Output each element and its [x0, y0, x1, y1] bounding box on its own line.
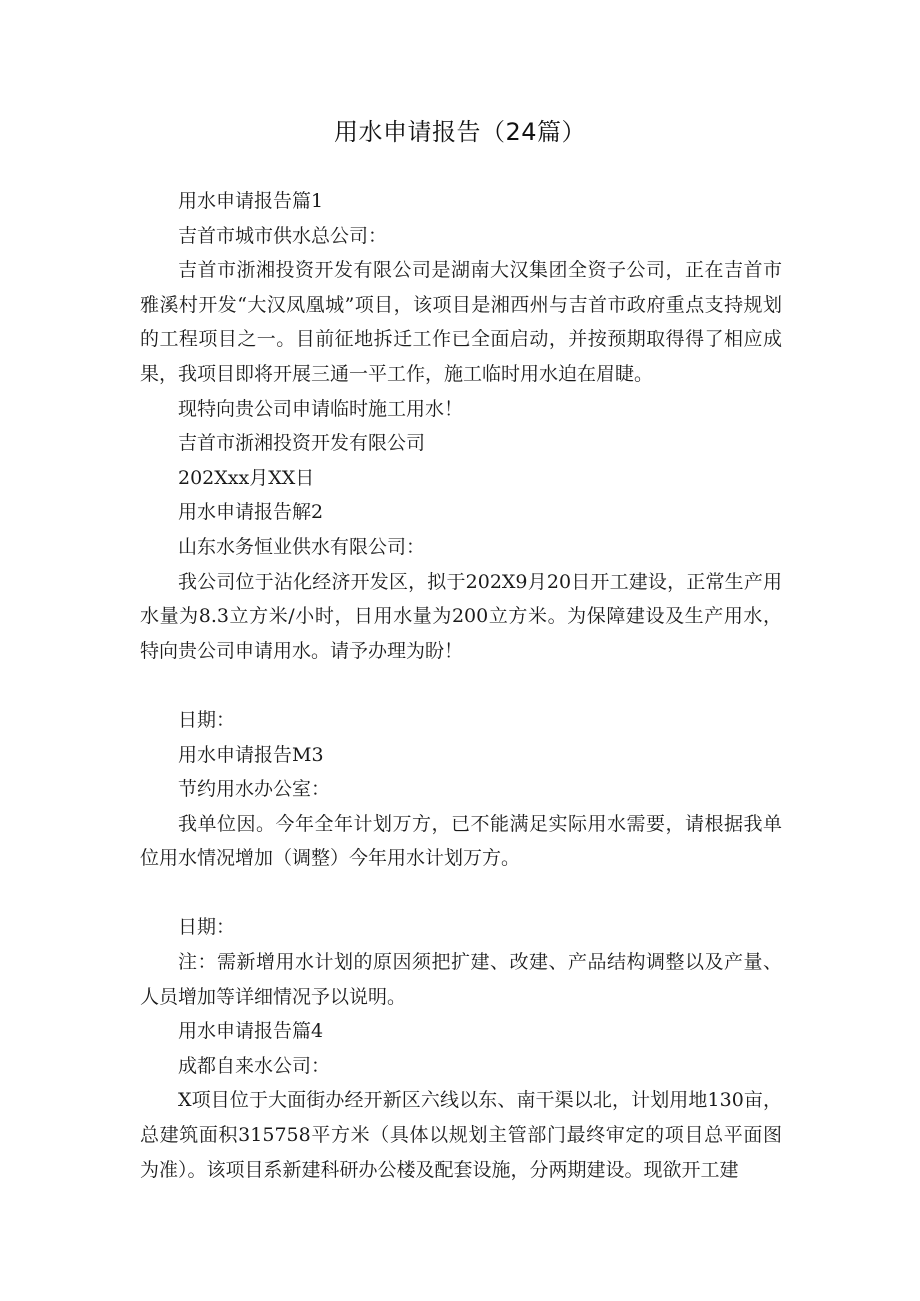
body-paragraph-4: 我单位因。今年全年计划万方，已不能满足实际用水需要，请根据我单位用水情况增加（调整）今年用水计划万方。: [140, 812, 782, 870]
section-heading-4: 用水申请报告篇4: [178, 1020, 324, 1043]
addressee-2: 山东水务恒业供水有限公司：: [178, 535, 426, 558]
note-paragraph: 注：需新增用水计划的原因须把扩建、改建、产品结构调整以及产量、人员增加等详细情况予以说明。: [140, 951, 782, 1008]
body-paragraph-1: 吉首市浙湘投资开发有限公司是湖南大汉集团全资子公司，正在吉首市雅溪村开发“大汉凤凰城”项目，该项目是湘西州与吉首市政府重点支持规划的工程项目之一。目前征地拆迁工作已全面启动，并按预期取得得了相应成果，我项目即将开展三通一平工作，施工临时用水迫在眉睫。: [140, 259, 782, 385]
signature-company: 吉首市浙湘投资开发有限公司: [178, 432, 426, 455]
blank-line: [140, 876, 782, 911]
blank-line: [140, 668, 782, 703]
section-heading-2: 用水申请报告解2: [178, 501, 324, 524]
body-paragraph-5: X项目位于大面街办经开新区六线以东、南干渠以北，计划用地130亩，总建筑面积315758平方米（具体以规划主管部门最终审定的项目总平面图为准）。该项目系新建科研办公楼及配套设施，分两期建设。现欲开工建: [140, 1089, 782, 1181]
date-label-1: 日期：: [178, 708, 236, 731]
date-label-2: 日期：: [178, 916, 236, 939]
addressee-3: 节约用水办公室：: [178, 778, 331, 801]
document-title: 用水申请报告（24篇）: [333, 118, 587, 146]
section-heading-3: 用水申请报告M3: [178, 743, 324, 766]
document-body: [140, 184, 782, 1187]
signature-date: 202Xxx月XX日: [178, 466, 315, 489]
section-heading-1: 用水申请报告篇1: [178, 190, 324, 212]
addressee-1: 吉首市城市供水总公司：: [178, 224, 388, 247]
body-paragraph-3: 我公司位于沾化经济开发区，拟于202X9月20日开工建设，正常生产用水量为8.3立方米/小时，日用水量为200立方米。为保障建设及生产用水，特向贵公司申请用水。请予办理为盼！: [140, 570, 782, 662]
body-paragraph-2: 现特向贵公司申请临时施工用水！: [178, 397, 464, 420]
addressee-4: 成都自来水公司：: [178, 1054, 331, 1077]
